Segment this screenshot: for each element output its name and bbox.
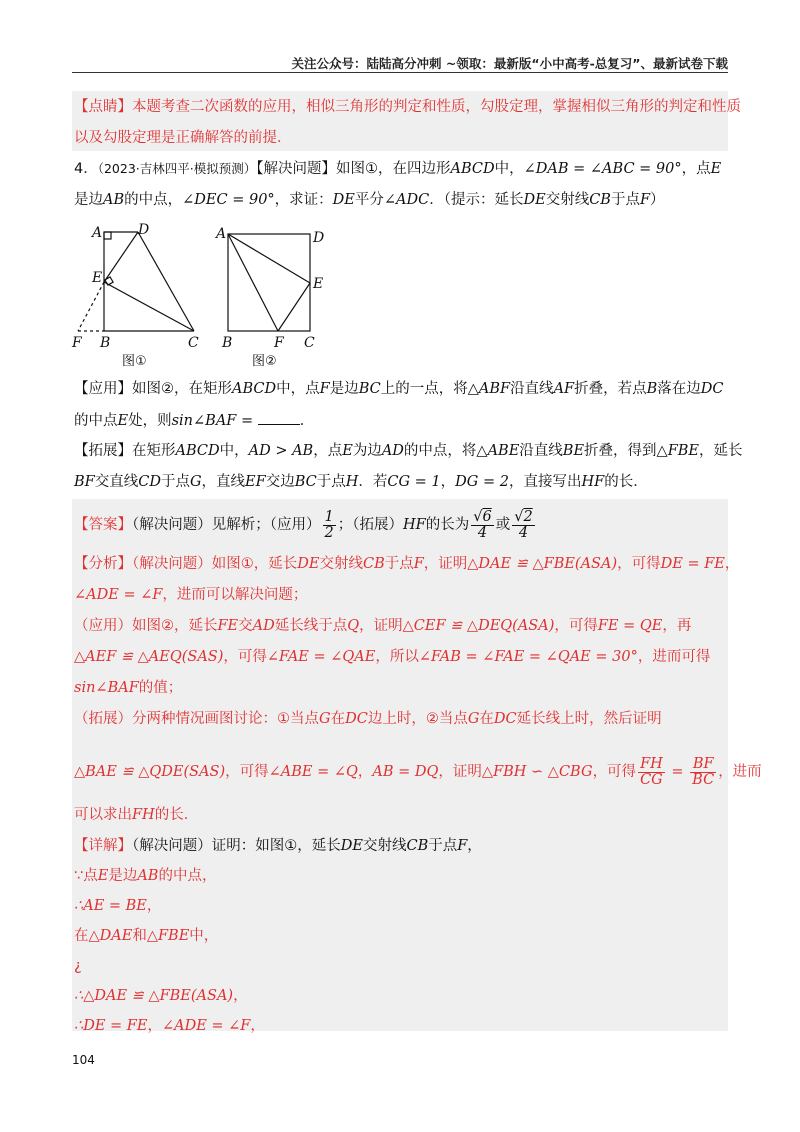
- analysis-line-5: sin∠BAF的值；: [74, 680, 183, 696]
- analysis-line-6: （拓展）分两种情况画图讨论：①当点G在DC边上时，②当点G在DC延长线上时，然后证明: [74, 711, 662, 727]
- analysis-line-2: ∠ADE = ∠F，进而可以解决问题；: [74, 587, 308, 603]
- apply-line-1: 【应用】如图②，在矩形ABCD中，点F是边BC上的一点，将△ABF沿直线AF折叠，若点B落在边DC: [74, 381, 724, 397]
- extend-line-2: BF交直线CD于点G，直线EF交边BC于点H．若CG = 1，DG = 2，直接写出HF的长．: [74, 474, 648, 490]
- detail-line-2: ∵点E是边AB的中点，: [74, 868, 217, 884]
- fig1-label-a: A: [92, 225, 103, 241]
- analysis-line-4: △AEF ≌ △AEQ(SAS)，可得∠FAE = ∠QAE，所以∠FAB = ∠FAE = ∠QAE = 30°，进而可得: [74, 649, 711, 665]
- fig1-label-b: B: [100, 335, 111, 351]
- fig2-caption: 图②: [252, 354, 277, 369]
- fig2-label-e: E: [313, 276, 324, 292]
- fig1-label-d: D: [138, 222, 150, 238]
- answer-line: 【答案】（解决问题）见解析；（应用） $\frac{1}{2}$ ；（拓展）HF的长为 $\frac{√6}{4}$ 或 $\frac{√2}{4}$: [74, 508, 533, 541]
- analysis-line-3: （应用）如图②，延长FE交AD延长线于点Q，证明△CEF ≌ △DEQ(ASA)，可得FE = QE，再: [74, 618, 692, 634]
- dianjing-line-2: 以及勾股定理是正确解答的前提．: [74, 130, 292, 146]
- page-header: 关注公众号：陆陆高分冲刺 ~领取：最新版“小中高考-总复习”、最新试卷下载: [291, 56, 728, 71]
- answer-blank: [258, 410, 300, 425]
- figure-1: [66, 220, 216, 370]
- fig1-label-c: C: [188, 335, 199, 351]
- analysis-line-7: △BAE ≌ △QDE(SAS)，可得∠ABE = ∠Q，AB = DQ，证明△FBH ∽ △CBG，可得 $\frac{FH}{CG}$ = $\frac{BF}{BC}$ ，进而: [74, 755, 762, 788]
- apply-line-2: 的中点E处，则sin∠BAF = ．: [74, 410, 314, 431]
- fig2-label-d: D: [313, 230, 325, 246]
- fig2-label-b: B: [222, 335, 233, 351]
- extend-line-1: 【拓展】在矩形ABCD中，AD > AB，点E为边AD的中点，将△ABE沿直线BE折叠，得到△FBE，延长: [74, 443, 743, 459]
- fig1-label-f: F: [72, 335, 82, 351]
- header-divider: [72, 72, 728, 73]
- analysis-line-8: 可以求出FH的长．: [74, 807, 199, 823]
- fig1-label-e: E: [92, 270, 103, 286]
- detail-line-6: ∴△DAE ≌ △FBE(ASA)，: [74, 988, 248, 1004]
- detail-line-7: ∴DE = FE，∠ADE = ∠F，: [74, 1018, 265, 1034]
- detail-line-1: 【详解】（解决问题）证明：如图①，延长DE交射线CB于点F，: [74, 838, 482, 854]
- dianjing-line-1: 【点睛】本题考查二次函数的应用，相似三角形的判定和性质，勾股定理，掌握相似三角形的判定和性质: [74, 99, 741, 115]
- problem-line-2: 是边AB的中点，∠DEC = 90°，求证：DE平分∠ADC．（提示：延长DE交射线CB于点F）: [74, 192, 665, 208]
- fig2-label-c: C: [304, 335, 315, 351]
- figure-2: [210, 220, 340, 370]
- problem-line-1: 4．（2023·吉林四平·模拟预测）【解决问题】如图①，在四边形ABCD中，∠DAB = ∠ABC = 90°，点E: [74, 161, 722, 177]
- fig1-caption: 图①: [122, 354, 147, 369]
- analysis-line-1: 【分析】（解决问题）如图①，延长DE交射线CB于点F，证明△DAE ≌ △FBE(ASA)，可得DE = FE，: [74, 556, 740, 572]
- fig2-label-a: A: [216, 226, 227, 242]
- detail-line-3: ∴AE = BE，: [74, 898, 162, 914]
- page-number: 104: [72, 1053, 95, 1067]
- fig2-label-f: F: [274, 335, 284, 351]
- detail-line-5: ¿: [74, 958, 82, 974]
- detail-line-4: 在△DAE和△FBE中，: [74, 928, 219, 944]
